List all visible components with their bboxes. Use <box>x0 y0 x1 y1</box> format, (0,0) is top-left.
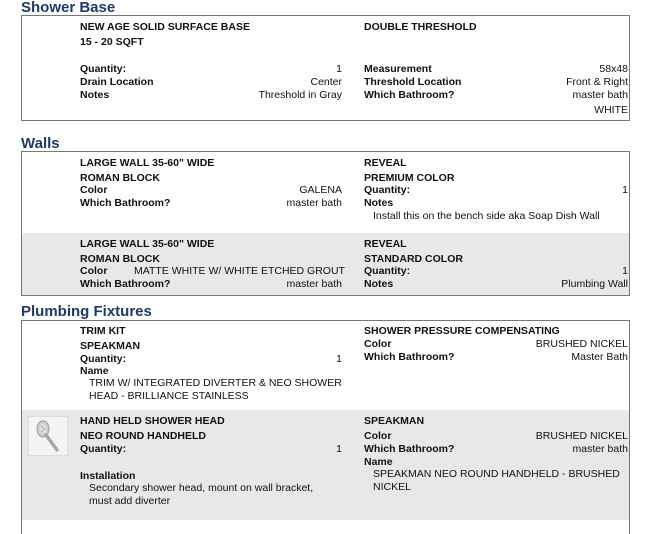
shower-head-icon <box>28 416 68 456</box>
walls-row-1 <box>22 152 629 233</box>
item-name: NEW AGE SOLID SURFACE BASE <box>80 21 250 33</box>
item-color: PREMIUM COLOR <box>364 172 455 184</box>
field-notes: Notes <box>364 197 394 209</box>
item-name: LARGE WALL 35-60" WIDE <box>80 157 215 169</box>
shower-head-icon-graphic <box>29 417 67 455</box>
field-quantity: Quantity: 1 <box>364 184 628 196</box>
item-size: 15 - 20 SQFT <box>80 36 144 48</box>
item-name: TRIM KIT <box>80 325 126 337</box>
field-color: Color GALENA <box>80 184 342 196</box>
field-installation: Installation <box>80 470 136 482</box>
field-color: Color MATTE WHITE W/ WHITE ETCHED GROUT <box>80 265 345 277</box>
name-text-2: NICKEL <box>373 481 411 493</box>
walls-row-2 <box>22 233 629 295</box>
field-name: Name <box>80 365 109 377</box>
field-notes: Notes Threshold in Gray <box>80 89 342 101</box>
field-which-bathroom: Which Bathroom? master bath <box>364 89 628 101</box>
name-text-2: HEAD - BRILLIANCE STAINLESS <box>89 390 249 402</box>
field-measurement: Measurement 58x48 <box>364 63 628 75</box>
notes-text: Install this on the bench side aka Soap Dish Wall <box>373 210 600 222</box>
field-name: Name <box>364 456 393 468</box>
field-color: Color BRUSHED NICKEL <box>364 430 628 442</box>
section-title-shower-base: Shower Base <box>21 0 116 16</box>
item-color: STANDARD COLOR <box>364 253 463 265</box>
shower-base-box <box>21 15 630 121</box>
name-text-1: SPEAKMAN NEO ROUND HANDHELD - BRUSHED <box>373 468 620 480</box>
field-notes: Notes Plumbing Wall <box>364 278 628 290</box>
shower-base-row <box>22 16 629 120</box>
field-color-extra: WHITE <box>594 104 628 116</box>
plumbing-row-2 <box>22 410 629 520</box>
section-title-plumbing-fixtures: Plumbing Fixtures <box>21 303 152 320</box>
plumbing-row-1 <box>22 320 629 410</box>
field-quantity: Quantity: 1 <box>80 353 342 365</box>
name-text-1: TRIM W/ INTEGRATED DIVERTER & NEO SHOWER <box>89 377 342 389</box>
field-which-bathroom: Which Bathroom? master bath <box>364 443 628 455</box>
section-title-walls: Walls <box>21 135 60 152</box>
installation-text-1: Secondary shower head, mount on wall bracket, <box>89 482 314 494</box>
item-name: DOUBLE THRESHOLD <box>364 21 477 33</box>
item-style: ROMAN BLOCK <box>80 172 160 184</box>
item-style: ROMAN BLOCK <box>80 253 160 265</box>
field-quantity: Quantity: 1 <box>364 265 628 277</box>
item-name: LARGE WALL 35-60" WIDE <box>80 238 215 250</box>
field-which-bathroom: Which Bathroom? Master Bath <box>364 351 628 363</box>
field-quantity: Quantity: 1 <box>80 443 342 455</box>
item-name: SHOWER PRESSURE COMPENSATING <box>364 325 560 337</box>
field-quantity: Quantity: 1 <box>80 63 342 75</box>
field-which-bathroom: Which Bathroom? master bath <box>80 197 342 209</box>
field-drain-location: Drain Location Center <box>80 76 342 88</box>
field-color: Color BRUSHED NICKEL <box>364 338 628 350</box>
item-model: NEO ROUND HANDHELD <box>80 430 206 442</box>
item-name: REVEAL <box>364 238 407 250</box>
item-name: REVEAL <box>364 157 407 169</box>
plumbing-box <box>21 320 630 534</box>
field-which-bathroom: Which Bathroom? master bath <box>80 278 342 290</box>
walls-box <box>21 151 630 296</box>
item-brand: SPEAKMAN <box>364 415 425 427</box>
field-threshold-location: Threshold Location Front & Right <box>364 76 628 88</box>
installation-text-2: must add diverter <box>89 495 171 507</box>
item-brand: SPEAKMAN <box>80 340 141 352</box>
item-name: HAND HELD SHOWER HEAD <box>80 415 225 427</box>
